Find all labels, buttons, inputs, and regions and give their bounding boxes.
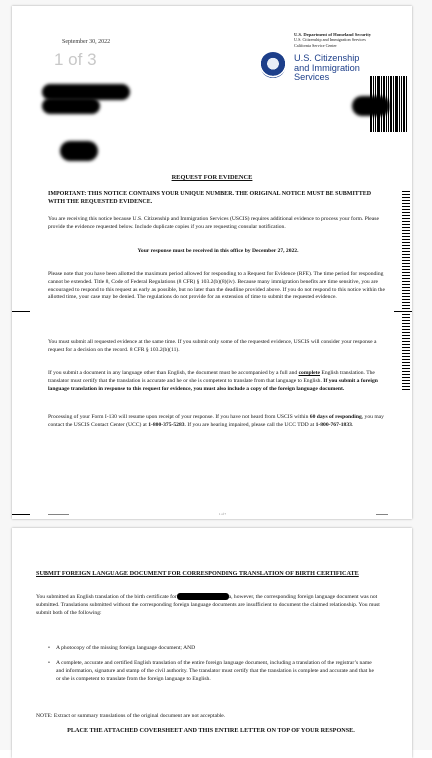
list-item: • A complete, accurate and certified English translation of the entire foreign language document, including a translation of the registrar’s name and information, signature and stamp of the civil authority. The translator must certify that the translation is complete and accurate and that he or she is competent to translate from the foreign language to English. bbox=[56, 659, 374, 683]
agency-line-1: U.S. Department of Homeland Security bbox=[294, 32, 372, 37]
barcode-icon bbox=[370, 76, 408, 132]
ucc-phone: 1-800-375-5283 bbox=[148, 421, 185, 428]
paragraph-translation bbox=[48, 370, 388, 393]
processing-text-e: . bbox=[351, 421, 354, 428]
footer-filler-right: ▬▬▬▬ bbox=[376, 512, 388, 516]
translation-bold: If you submit a foreign language translation in response to this request for evidence, you must also include a copy of the foreign language document. bbox=[48, 377, 378, 392]
footer-page-number: 1 of 7 bbox=[219, 512, 226, 516]
paragraph-birth-certificate bbox=[36, 593, 386, 617]
barcode-bar bbox=[377, 76, 380, 132]
paragraph-processing bbox=[48, 414, 388, 430]
barcode-bar bbox=[401, 76, 402, 132]
barcode-bar bbox=[386, 76, 387, 132]
agency-line-2: U.S. Citizenship and Immigration Services bbox=[294, 37, 366, 43]
agency-header bbox=[294, 32, 371, 48]
processing-text-d: . If you are hearing impaired, please call the UCC TDD at bbox=[184, 421, 316, 428]
coversheet-instruction: PLACE THE ATTACHED COVERSHEET AND THIS ENTIRE LETTER ON TOP OF YOUR RESPONSE. bbox=[67, 727, 355, 734]
section-header: SUBMIT FOREIGN LANGUAGE DOCUMENT FOR CORRESPONDING TRANSLATION OF BIRTH CERTIFICATE bbox=[36, 570, 359, 577]
barcode-bar bbox=[393, 76, 394, 132]
translation-complete: complete bbox=[298, 370, 321, 376]
brand-line-1: U.S. Citizenship bbox=[294, 53, 360, 63]
paragraph-submit-all: You must submit all requested evidence at the same time. If you submit only some of the requested evidence, USCIS will consider your response a request for a decision on the record. 8 CFR § 103.2(b)(11). bbox=[48, 339, 377, 353]
barcode-bar bbox=[373, 76, 374, 132]
birth-cert-text-a: You submitted an English translation of the birth certificate for bbox=[36, 594, 177, 600]
redaction-mark bbox=[177, 593, 229, 600]
notice-title: REQUEST FOR EVIDENCE bbox=[171, 174, 253, 181]
response-deadline: Your response must be received in this office by December 27, 2022. bbox=[137, 248, 299, 254]
barcode-bar bbox=[381, 76, 382, 132]
important-notice: IMPORTANT: THIS NOTICE CONTAINS YOUR UNIQUE NUMBER. THE ORIGINAL NOTICE MUST BE SUBMITTED WITH THE REQUESTED EVIDENCE. bbox=[48, 191, 372, 205]
document-page-1 bbox=[12, 6, 412, 519]
uscis-wordmark bbox=[294, 54, 360, 83]
paragraph-reason: You are receiving this notice because U.S. Citizenship and Immigration Services (USCIS) requires additional evidence to process your form. Please provide the evidence requested below. Include duplicate copies if you are requesting consular notification. bbox=[48, 216, 379, 230]
list-item: • A photocopy of the missing foreign language document; AND bbox=[56, 644, 374, 652]
redaction-mark bbox=[42, 98, 100, 114]
barcode-bar bbox=[375, 76, 376, 132]
tdd-phone: 1-800-767-1833 bbox=[315, 421, 352, 428]
processing-text-a: Processing of your Form I-130 will resume upon receipt of your response. If you have not heard from USCIS within bbox=[48, 414, 310, 420]
translation-text-b: English translation. The translator must certify that the translation is accurate and he or she is competent to translate from that language to English. bbox=[48, 370, 375, 384]
agency-line-3: California Service Center bbox=[294, 42, 337, 48]
document-page-2 bbox=[12, 528, 412, 758]
redaction-mark bbox=[60, 141, 98, 161]
notice-date: September 30, 2022 bbox=[62, 39, 111, 45]
page-footer bbox=[48, 512, 388, 516]
barcode-bar bbox=[388, 76, 389, 132]
barcode-bar bbox=[406, 76, 407, 132]
processing-text-c: , you may contact the USCIS Contact Center (UCC) at bbox=[48, 414, 384, 428]
margin-mark bbox=[12, 311, 30, 312]
barcode-bar bbox=[395, 76, 398, 132]
note-text: NOTE: Extract or summary translations of the original document are not acceptable. bbox=[36, 713, 226, 719]
paragraph-time-period: Please note that you have been allotted the maximum period allowed for responding to a Request for Evidence (RFE). The time period for responding cannot be extended. Title 8, Code of Federal Regulations (8 CFR) § 103.2(b)(8)(iv). Because many immigration benefits are time sensitive, you are encouraged to respond to this request as early as possible, but no later than the deadline provided above. If you do not respond to this notice within the allotted time, your case may be denied. The regulations do not provide for an extension of time to submit the requested evidence. bbox=[48, 271, 385, 301]
barcode-bar bbox=[390, 76, 392, 132]
translation-text-a: If you submit a document in any language other than English, the document must be accompanied by a full and bbox=[48, 370, 299, 376]
margin-mark bbox=[12, 514, 30, 515]
barcode-bar bbox=[383, 76, 385, 132]
edge-stripes bbox=[402, 191, 410, 391]
brand-line-2: and Immigration bbox=[294, 62, 360, 73]
barcode-bar bbox=[370, 76, 372, 132]
dhs-seal-icon bbox=[260, 52, 286, 78]
page-counter: 1 of 3 bbox=[54, 50, 97, 69]
processing-days: 60 days of responding bbox=[309, 414, 362, 420]
barcode-bar bbox=[399, 76, 400, 132]
footer-filler-left: ▬▬▬▬▬▬▬ bbox=[48, 512, 69, 516]
brand-line-3: Services bbox=[294, 72, 330, 82]
birth-cert-text-b: a, however, the corresponding foreign language document was not submitted. Translations submitted without the corresponding foreign language documents are insufficient to document the claimed relationship. You must submit both of the following: bbox=[36, 594, 380, 616]
barcode-bar bbox=[403, 76, 405, 132]
